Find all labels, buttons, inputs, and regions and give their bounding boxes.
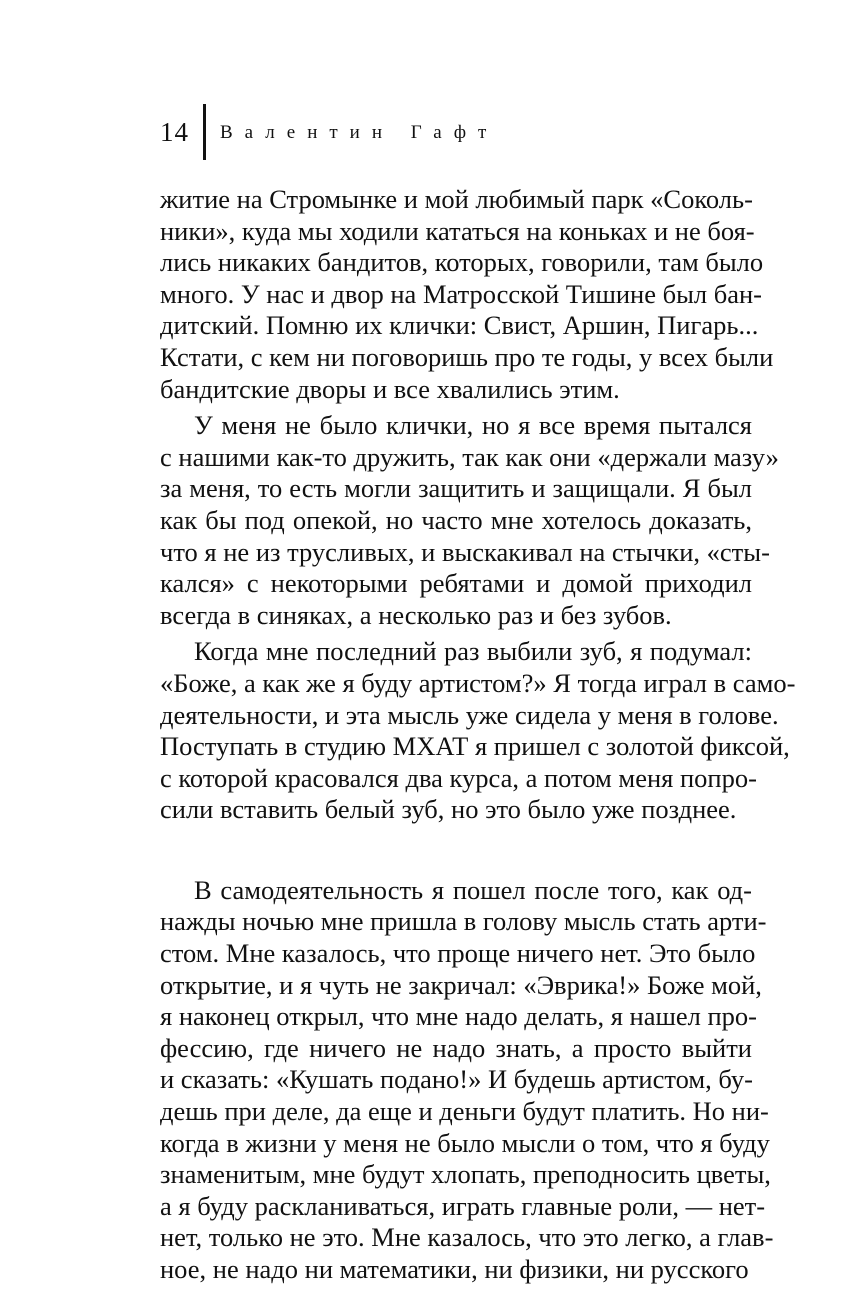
text-line: открытие, и я чуть не закричал: «Эврика!» Боже мой, bbox=[160, 969, 762, 1000]
text-line: всегда в синяках, а несколько раз и без зубов. bbox=[160, 599, 672, 630]
section-break bbox=[160, 826, 752, 875]
text-line: бандитские дворы и все хвалились этим. bbox=[160, 373, 620, 404]
text-line: Когда мне последний раз выбили зуб, я подумал: bbox=[194, 636, 752, 667]
text-line: когда в жизни у меня не было мысли о том, что я буду bbox=[160, 1127, 770, 1158]
paragraph bbox=[160, 874, 774, 1286]
text-line: а я буду раскланиваться, играть главные роли, — нет- bbox=[160, 1190, 766, 1221]
text-line: с нашими как-то дружить, так как они «держали мазу» bbox=[160, 441, 779, 472]
text-line: нажды ночью мне пришла в голову мысль стать арти- bbox=[160, 906, 767, 937]
text-line: стом. Мне казалось, что проще ничего нет. Это было bbox=[160, 938, 756, 969]
text-line: нет, только не это. Мне казалось, что это легко, а глав- bbox=[160, 1222, 774, 1253]
paragraph bbox=[160, 636, 796, 826]
running-head-author: Валентин Гафт bbox=[220, 121, 499, 143]
text-line: В самодеятельность я пошел после того, как од- bbox=[194, 874, 752, 905]
text-line: с которой красовался два курса, а потом меня попро- bbox=[160, 762, 757, 793]
text-line: дешь при деле, да еще и деньги будут платить. Но ни- bbox=[160, 1096, 769, 1127]
text-line: много. У нас и двор на Матросской Тишине был бан- bbox=[160, 278, 763, 309]
body-text bbox=[160, 184, 796, 1286]
text-line: деятельности, и эта мысль уже сидела у меня в голове. bbox=[160, 699, 779, 730]
text-line: фессию, где ничего не надо знать, а просто выйти bbox=[160, 1032, 752, 1063]
text-line: знаменитым, мне будут хлопать, преподносить цветы, bbox=[160, 1159, 771, 1190]
page-number: 14 bbox=[160, 116, 189, 147]
header-divider bbox=[203, 104, 206, 160]
text-line: «Боже, а как же я буду артистом?» Я тогда играл в само- bbox=[160, 667, 796, 698]
text-line: за меня, то есть могли защитить и защищали. Я был bbox=[160, 473, 752, 504]
paragraph bbox=[160, 410, 779, 631]
paragraph bbox=[160, 184, 774, 405]
text-line: сили вставить белый зуб, но это было уже позднее. bbox=[160, 794, 737, 825]
text-line: что я не из трусливых, и выскакивал на стычки, «сты- bbox=[160, 536, 770, 567]
text-line: Кстати, с кем ни поговоришь про те годы, у всех были bbox=[160, 341, 774, 372]
text-line: житие на Стромынке и мой любимый парк «Соколь- bbox=[160, 184, 753, 214]
text-line: дитский. Помню их клички: Свист, Аршин, Пигарь... bbox=[160, 310, 759, 341]
text-line: я наконец открыл, что мне надо делать, я нашел про- bbox=[160, 1001, 757, 1032]
text-line: Поступать в студию МХАТ я пришел с золотой фиксой, bbox=[160, 731, 790, 762]
text-line: ное, не надо ни математики, ни физики, ни русского bbox=[160, 1254, 749, 1284]
text-line: как бы под опекой, но часто мне хотелось доказать, bbox=[160, 504, 752, 535]
text-line: и сказать: «Кушать подано!» И будешь артистом, бу- bbox=[160, 1064, 753, 1095]
text-line: У меня не было клички, но я все время пытался bbox=[194, 410, 752, 441]
text-line: лись никаких бандитов, которых, говорили, там было bbox=[160, 247, 764, 278]
text-line: ники», куда мы ходили кататься на коньках и не боя- bbox=[160, 215, 755, 246]
text-line: кался» с некоторыми ребятами и домой приходил bbox=[160, 568, 752, 599]
page-header bbox=[160, 104, 498, 160]
